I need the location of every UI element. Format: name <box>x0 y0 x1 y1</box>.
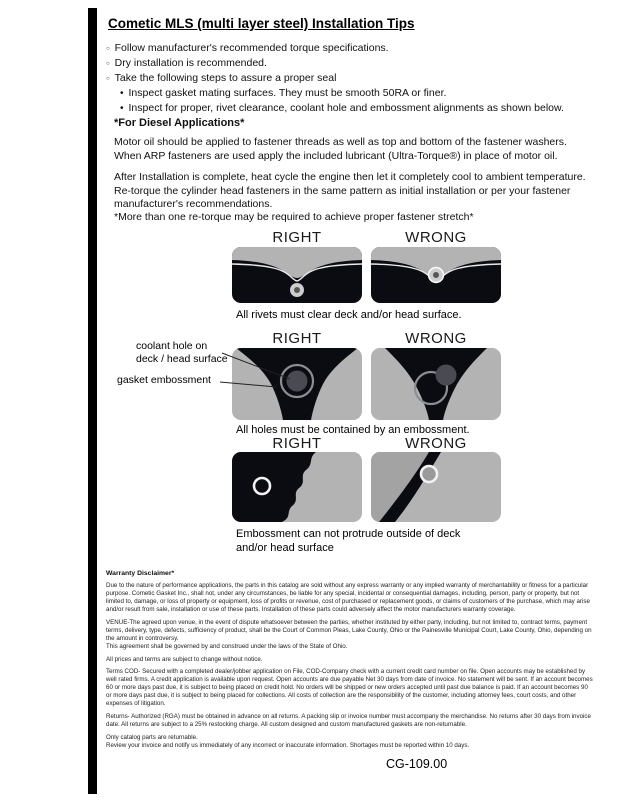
rivet-wrong-illustration <box>371 247 501 303</box>
disclaimer-paragraph: This agreement shall be governed by and construed under the laws of the State of Ohio. <box>106 642 348 650</box>
row1-right-label: RIGHT <box>272 229 322 246</box>
protrusion-wrong-illustration <box>371 452 501 522</box>
row2-right-label: RIGHT <box>272 330 322 347</box>
retorque-note: *More than one re-torque may be required to achieve proper fastener stretch* <box>114 211 474 223</box>
embossment-protrusion-right-diagram <box>232 452 362 522</box>
row3-caption: Embossment can not protrude outside of deck and/or head surface <box>236 528 461 554</box>
rivet-clearance-right-diagram <box>232 247 362 303</box>
row1-caption: All rivets must clear deck and/or head surface. <box>236 309 462 321</box>
page-code: CG-109.00 <box>386 757 448 771</box>
tip-item <box>106 42 596 56</box>
warranty-disclaimer <box>106 570 594 754</box>
diesel-paragraph-2: After Installation is complete, heat cycle the engine then let it completely cool to ambient temperature. Re-torque the cylinder head fasteners in the same pattern as initial installation or per your fastener manufacturer's recommendations. <box>114 171 586 211</box>
tip-text: ○ Dry installation is recommended. <box>114 57 267 69</box>
embossment-wrong-illustration <box>371 348 501 420</box>
embossment-containment-right-diagram <box>232 348 362 420</box>
disclaimer-paragraph: Terms COD- Secured with a completed dealer/jobber application on File, COD-Company check with a current credit card number on file. Open accounts may be established by well rated firms. A credit application is available upon request. Open accounts are due payable Net 30 days from date of invoice. No statement will be sent. If an account becomes 60 or more days past due, it is subject to being placed on credit hold. No orders will be shipped or new orders accepted until past due balance is paid. If an account becomes 90 or more days past due, it is subject to being placed for collections. All costs of collection are the responsibility of the customer, including attorney fees, court costs, and other expenses of litigation. <box>106 668 593 708</box>
embossment-right-illustration <box>232 348 362 420</box>
rivet-right-illustration <box>232 247 362 303</box>
disclaimer-paragraph: Returns- Authorized (RGA) must be obtained in advance on all returns. A packing slip or invoice number must accompany the merchandise. No returns after 30 days from invoice date. All returns are subject to a 25% restocking charge. All custom designed and custom manufactured gaskets are non-returnable. <box>106 712 591 728</box>
page-edge-bar <box>88 8 97 794</box>
tip-text: • Inspect gasket mating surfaces. They must be smooth 50RA or finer. <box>128 87 447 99</box>
coolant-hole-annotation <box>136 340 228 365</box>
tip-text: ○ Follow manufacturer's recommended torque specifications. <box>114 42 389 54</box>
row3-wrong-label: WRONG <box>405 435 467 452</box>
gasket-embossment-annotation: gasket embossment <box>117 374 211 386</box>
diesel-applications-heading: *For Diesel Applications* <box>114 117 245 129</box>
page-title: Cometic MLS (multi layer steel) Installation Tips <box>108 16 415 31</box>
embossment-containment-wrong-diagram <box>371 348 501 420</box>
disclaimer-paragraph: Due to the nature of performance applications, the parts in this catalog are sold without any express warranty or any implied warranty of merchantability or fitness for a particular purpose. Cometic Gasket Inc., shall not, under any circumstances, be liable for any special, incidental or consequential damages, including, person, party or property, but not limited to, damage, or loss of property or equipment, loss of profits or revenue, cost of purchased or replacement goods, or claims of customers of the purchase, which may arise and/or result from sale, installation or use of these parts. Installation of these parts could adversely affect the motor manufacturers warranty coverage. <box>106 582 590 614</box>
disclaimer-heading: Warranty Disclaimer* <box>106 570 175 577</box>
row2-caption: All holes must be contained by an embossment. <box>236 424 470 436</box>
tip-item <box>106 72 596 86</box>
coolant-annotation-line2: deck / head surface <box>136 352 228 365</box>
embossment-protrusion-wrong-diagram <box>371 452 501 522</box>
protrusion-right-illustration <box>232 452 362 522</box>
disclaimer-paragraph: VENUE-The agreed upon venue, in the event of dispute whatsoever between the parties, whether instituted by either party, including, but not limited to, contract terms, payment terms, delivery, type, defects, sufficiency of product, shall be the Court of Common Pleas, Lake County, Ohio or the Painesville Municipal Court, Lake County, Ohio, depending on the amount in controversy. <box>106 618 592 642</box>
row3-right-label: RIGHT <box>272 435 322 452</box>
row1-wrong-label: WRONG <box>405 229 467 246</box>
diesel-paragraph-1: Motor oil should be applied to fastener threads as well as top and bottom of the fastener washers. When ARP fasteners are used apply the included lubricant (Ultra-Torque®) in place of motor oil. <box>114 136 567 162</box>
row2-wrong-label: WRONG <box>405 330 467 347</box>
disclaimer-paragraph: Review your invoice and notify us immediately of any incorrect or inaccurate information. Shortages must be reported within 10 days. <box>106 741 470 749</box>
tip-text: ○ Take the following steps to assure a proper seal <box>114 72 337 84</box>
disclaimer-paragraph: Only catalog parts are returnable. <box>106 733 198 741</box>
disclaimer-paragraph: All prices and terms are subject to change without notice. <box>106 655 263 663</box>
tip-sub-item <box>120 87 596 101</box>
tip-sub-item <box>120 102 596 116</box>
tip-text: • Inspect for proper, rivet clearance, coolant hole and embossment alignments as shown below. <box>128 101 564 114</box>
rivet-clearance-wrong-diagram <box>371 247 501 303</box>
tip-item <box>106 57 596 71</box>
coolant-annotation-line1: coolant hole on <box>136 340 208 352</box>
installation-tips-list <box>106 42 596 117</box>
